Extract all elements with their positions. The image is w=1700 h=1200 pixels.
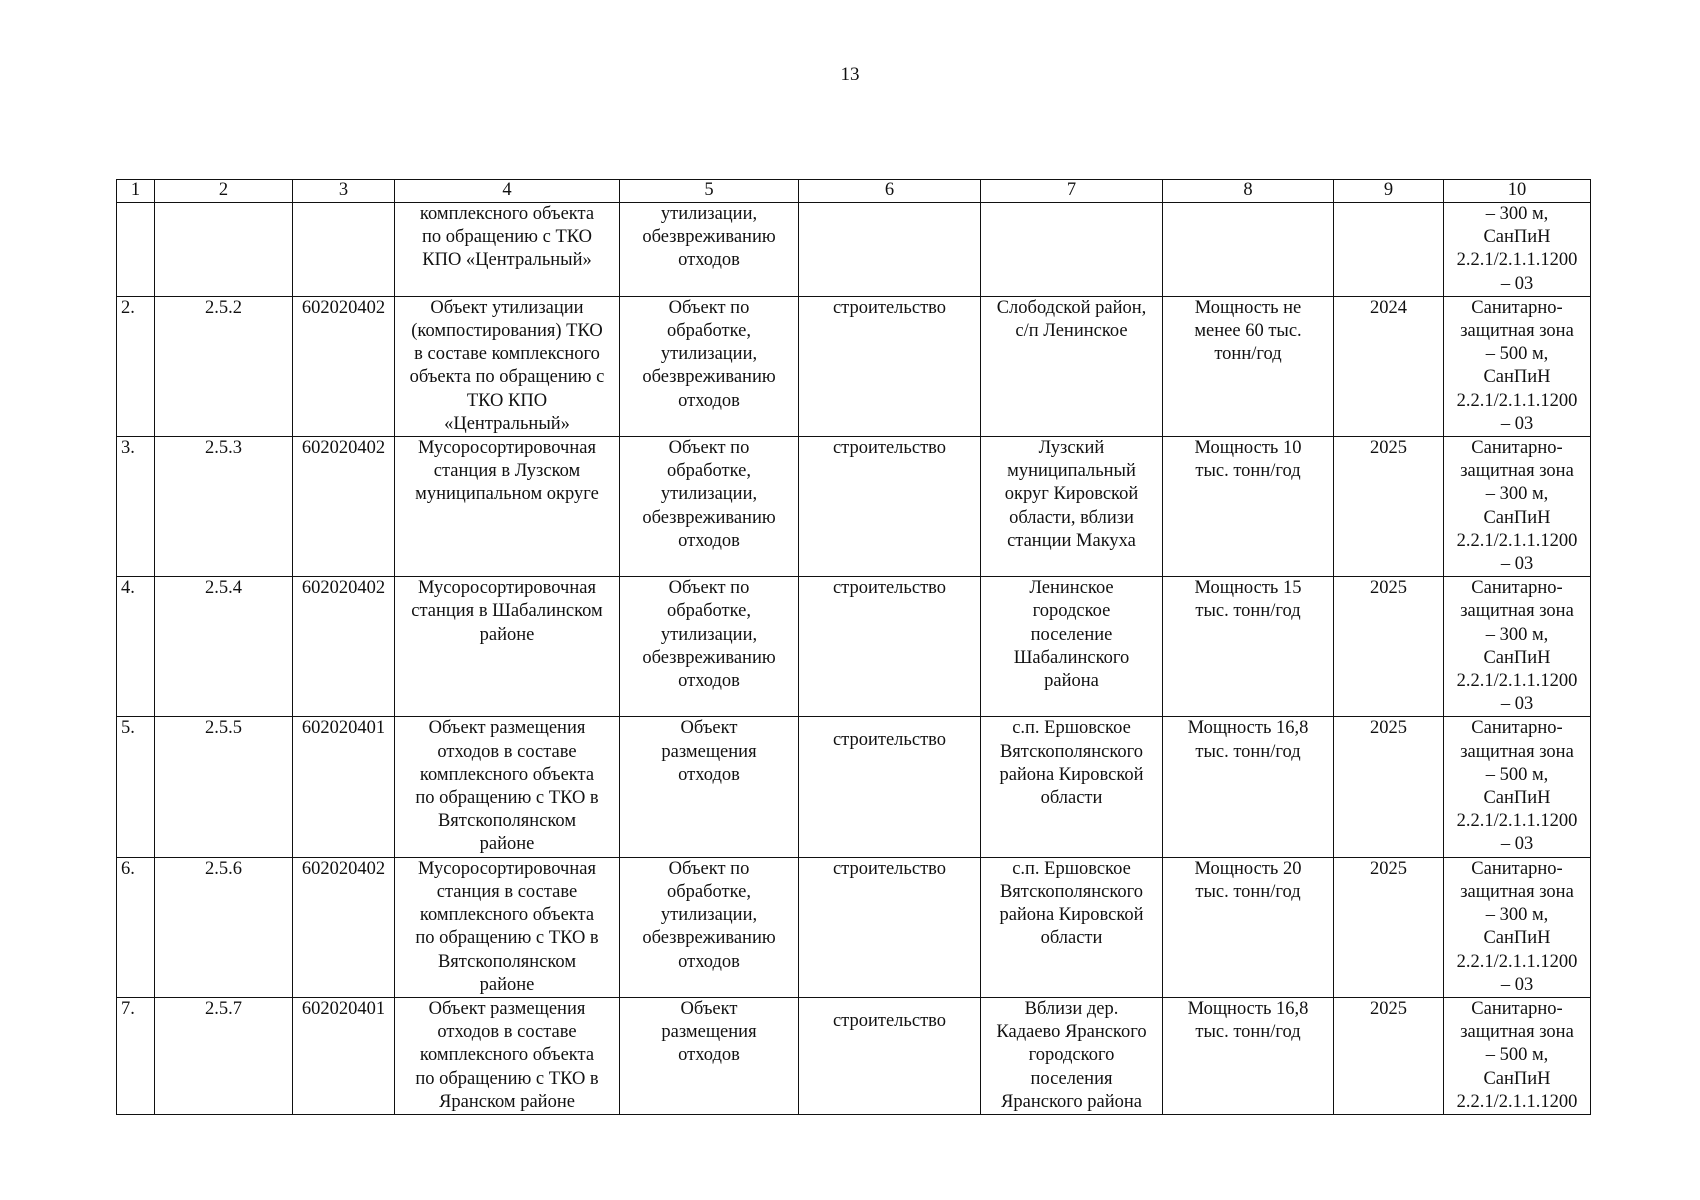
cell-text-line: тыс. тонн/год [1195,741,1301,762]
status-cell: строительство [799,857,981,997]
cell-text-line: Мощность не [1194,297,1302,318]
cell-text-line: СанПиН [1483,227,1551,248]
sanitary-zone-cell [1444,203,1591,297]
cell-text-line: тыс. тонн/год [1195,881,1301,902]
object-type-cell [620,437,799,577]
status-cell: строительство [799,717,981,857]
cell-text-line: защитная зона [1460,1022,1574,1043]
cell-text-line: СанПиН [1483,367,1551,388]
cell-text-line: Ленинское [1029,578,1114,599]
code-cell: 2.5.6 [155,857,293,997]
row-number-cell: 2. [117,296,155,436]
cell-text-line: защитная зона [1460,881,1574,902]
row-number-cell: 6. [117,857,155,997]
cell-text-line: по обращению с ТКО в [415,928,599,949]
cell-text-line: размещения [661,741,757,762]
column-number: 8 [1163,180,1334,203]
column-number: 5 [620,180,799,203]
cell-text-line: обработке, [667,461,751,482]
page-number: 13 [840,64,860,85]
year-cell: 2025 [1334,997,1444,1114]
cell-text-line: Яранском районе [439,1091,575,1112]
location-cell [981,437,1163,577]
sanitary-zone-cell [1444,296,1591,436]
cell-text-line: с/п Ленинское [1015,321,1128,342]
cell-text-line: городского [1028,1045,1115,1066]
sanitary-zone-cell [1444,857,1591,997]
sanitary-zone-cell [1444,577,1591,717]
cell-text-line: обезвреживанию [642,507,776,528]
cell-text-line: 2.2.1/2.1.1.1200 [1456,530,1578,551]
status-cell: строительство [799,437,981,577]
cell-text-line: тыс. тонн/год [1195,461,1301,482]
cell-text-line: Мощность 16,8 [1187,998,1309,1019]
table-row [117,997,1591,1114]
row-number-cell: 7. [117,997,155,1114]
object-name-cell [395,997,620,1114]
table-row [117,717,1591,857]
cell-text-line: области, вблизи [1009,507,1134,528]
cell-text-line: 2.2.1/2.1.1.1200 [1456,951,1578,972]
okpd-cell: 602020402 [293,296,395,436]
okpd-cell: 602020402 [293,437,395,577]
cell-text-line: комплексного объекта [419,905,595,926]
cell-text-line: районе [479,974,535,995]
cell-text-line: «Центральный» [444,413,570,434]
cell-text-line: защитная зона [1460,601,1574,622]
cell-text-line: СанПиН [1483,647,1551,668]
cell-text-line: станция в Лузском [433,461,581,482]
cell-text-line: утилизации, [660,905,758,926]
cell-text-line: размещения [661,1022,757,1043]
okpd-cell: 602020401 [293,717,395,857]
cell-text-line: обезвреживанию [642,928,776,949]
cell-text-line: тонн/год [1214,344,1282,365]
cell-text-line: в составе комплексного [414,344,600,365]
sanitary-zone-cell [1444,717,1591,857]
cell-text-line: Лузский [1038,438,1105,459]
cell-text-line: Яранского района [1001,1091,1142,1112]
cell-text-line: КПО «Центральный» [422,250,592,271]
cell-text-line: Санитарно- [1471,858,1563,879]
code-cell: 2.5.3 [155,437,293,577]
cell-text-line: – 300 м, [1485,204,1549,224]
cell-text-line: 2.2.1/2.1.1.1200 [1456,390,1578,411]
cell-text-line: обработке, [667,881,751,902]
cell-text-line: отходов [678,764,740,785]
cell-text-line: отходов [678,250,740,271]
cell-text-line: обработке, [667,601,751,622]
cell-text-line: защитная зона [1460,741,1574,762]
column-number: 7 [981,180,1163,203]
table-row [117,437,1591,577]
capacity-cell [1163,857,1334,997]
code-cell: 2.5.7 [155,997,293,1114]
cell-text-line: отходов [678,671,740,692]
cell-text-line: районе [479,834,535,855]
capacity-cell [1163,203,1334,297]
cell-text-line: муниципальном округе [415,484,599,505]
cell-text-line: Санитарно- [1471,578,1563,599]
capacity-cell [1163,997,1334,1114]
code-cell: 2.5.4 [155,577,293,717]
cell-text-line: района Кировской [999,905,1144,926]
cell-text-line: обработке, [667,321,751,342]
cell-text-line: станция в составе [436,881,578,902]
cell-text-line: Санитарно- [1471,998,1563,1019]
cell-text-line: с.п. Ершовское [1012,858,1131,879]
cell-text-line: Вятскополянском [437,951,577,972]
cell-text-line: – 03 [1500,554,1534,575]
continuation-row [117,203,1591,297]
object-name-cell [395,437,620,577]
capacity-cell [1163,717,1334,857]
location-cell [981,203,1163,297]
cell-text-line: Мощность 16,8 [1187,718,1309,739]
cell-text-line: Объект размещения [428,718,586,739]
year-cell: 2024 [1334,296,1444,436]
cell-text-line: Мощность 10 [1194,438,1302,459]
okpd-cell: 602020402 [293,577,395,717]
cell-text-line: 2.2.1/2.1.1.1200 [1456,1091,1578,1112]
cell-text-line: – 03 [1500,273,1534,294]
cell-text-line: Санитарно- [1471,438,1563,459]
column-number: 6 [799,180,981,203]
cell-text-line: – 500 м, [1485,1045,1549,1066]
cell-text-line: Объект по [668,297,750,318]
cell-text-line: обезвреживанию [642,367,776,388]
object-name-cell [395,296,620,436]
year-cell: 2025 [1334,437,1444,577]
location-cell [981,997,1163,1114]
cell-text-line: – 03 [1500,413,1534,434]
cell-text-line: – 03 [1500,974,1534,995]
year-cell [1334,203,1444,297]
cell-text-line: утилизации, [660,484,758,505]
cell-text-line: – 300 м, [1485,484,1549,505]
sanitary-zone-cell [1444,997,1591,1114]
cell-text-line: защитная зона [1460,461,1574,482]
code-cell: 2.5.2 [155,296,293,436]
column-number: 10 [1444,180,1591,203]
status-cell: строительство [799,997,981,1114]
object-type-cell [620,717,799,857]
row-number-cell: 3. [117,437,155,577]
cell-text-line: комплексного объекта [419,764,595,785]
cell-text-line: Мусоросортировочная [418,578,596,599]
column-number-row [117,180,1591,203]
cell-text-line: тыс. тонн/год [1195,1022,1301,1043]
table-row [117,296,1591,436]
capacity-cell [1163,577,1334,717]
cell-text-line: отходов [678,1045,740,1066]
cell-text-line: отходов [678,951,740,972]
cell-text-line: – 03 [1500,694,1534,715]
cell-text-line: – 500 м, [1485,344,1549,365]
code-cell [155,203,293,297]
okpd-cell: 602020401 [293,997,395,1114]
cell-text-line: Объект утилизации [430,297,584,318]
cell-text-line: Мощность 15 [1194,578,1302,599]
cell-text-line: области [1040,788,1103,809]
cell-text-line: СанПиН [1483,1068,1551,1089]
cell-text-line: поселение [1030,624,1113,645]
column-number: 3 [293,180,395,203]
cell-text-line: комплексного объекта [419,1045,595,1066]
row-number-cell: 5. [117,717,155,857]
object-name-cell [395,857,620,997]
cell-text-line: городское [1032,601,1111,622]
object-type-cell [620,296,799,436]
cell-text-line: тыс. тонн/год [1195,601,1301,622]
cell-text-line: объекта по обращению с [409,367,605,388]
cell-text-line: защитная зона [1460,321,1574,342]
cell-text-line: Слободской район, [996,297,1147,318]
okpd-cell [293,203,395,297]
object-name-cell [395,203,620,297]
cell-text-line: района Кировской [999,764,1144,785]
cell-text-line: Объект [680,998,738,1019]
cell-text-line: районе [479,624,535,645]
cell-text-line: Мусоросортировочная [418,858,596,879]
cell-text-line: 2.2.1/2.1.1.1200 [1456,250,1578,271]
cell-text-line: 2.2.1/2.1.1.1200 [1456,811,1578,832]
object-type-cell [620,577,799,717]
cell-text-line: обезвреживанию [642,227,776,248]
year-cell: 2025 [1334,577,1444,717]
cell-text-line: отходов в составе [437,1022,577,1043]
cell-text-line: Вятскополянского [999,741,1144,762]
column-number: 4 [395,180,620,203]
year-cell: 2025 [1334,857,1444,997]
cell-text-line: Объект по [668,578,750,599]
cell-text-line: по обращению с ТКО [422,227,592,248]
cell-text-line: – 300 м, [1485,905,1549,926]
cell-text-line: станция в Шабалинском [411,601,603,622]
column-number: 1 [117,180,155,203]
cell-text-line: СанПиН [1483,928,1551,949]
cell-text-line: – 500 м, [1485,764,1549,785]
cell-text-line: ТКО КПО [466,390,548,411]
status-cell: строительство [799,577,981,717]
column-number: 9 [1334,180,1444,203]
cell-text-line: отходов [678,530,740,551]
row-number-cell [117,203,155,297]
cell-text-line: – 300 м, [1485,624,1549,645]
cell-text-line: области [1040,928,1103,949]
cell-text-line: Шабалинского [1013,647,1130,668]
object-type-cell [620,857,799,997]
cell-text-line: Мощность 20 [1194,858,1302,879]
status-cell: строительство [799,296,981,436]
objects-table [116,179,1591,1115]
year-cell: 2025 [1334,717,1444,857]
cell-text-line: округ Кировской [1004,484,1139,505]
cell-text-line: Вятскополянского [999,881,1144,902]
cell-text-line: обезвреживанию [642,647,776,668]
code-cell: 2.5.5 [155,717,293,857]
capacity-cell [1163,296,1334,436]
cell-text-line: Объект [680,718,738,739]
cell-text-line: СанПиН [1483,507,1551,528]
location-cell [981,296,1163,436]
cell-text-line: Вблизи дер. [1024,998,1119,1019]
location-cell [981,577,1163,717]
cell-text-line: комплексного объекта [419,204,595,224]
object-name-cell [395,577,620,717]
object-name-cell [395,717,620,857]
cell-text-line: поселения [1030,1068,1113,1089]
cell-text-line: Объект по [668,438,750,459]
cell-text-line: менее 60 тыс. [1194,321,1302,342]
cell-text-line: СанПиН [1483,788,1551,809]
cell-text-line: по обращению с ТКО в [415,1068,599,1089]
cell-text-line: 2.2.1/2.1.1.1200 [1456,671,1578,692]
table-body [117,296,1591,1114]
object-type-cell [620,203,799,297]
cell-text-line: Объект размещения [428,998,586,1019]
cell-text-line: района [1044,671,1099,692]
row-number-cell: 4. [117,577,155,717]
status-cell [799,203,981,297]
cell-text-line: станции Макуха [1007,530,1136,551]
table-row [117,857,1591,997]
object-type-cell [620,997,799,1114]
cell-text-line: Объект по [668,858,750,879]
cell-text-line: утилизации, [660,624,758,645]
cell-text-line: по обращению с ТКО в [415,788,599,809]
cell-text-line: – 03 [1500,834,1534,855]
cell-text-line: отходов в составе [437,741,577,762]
sanitary-zone-cell [1444,437,1591,577]
cell-text-line: отходов [678,390,740,411]
cell-text-line: муниципальный [1007,461,1136,482]
cell-text-line: Кадаево Яранского [996,1022,1147,1043]
cell-text-line: утилизации, [660,344,758,365]
cell-text-line: утилизации, [660,204,758,224]
cell-text-line: (компостирования) ТКО [411,321,603,342]
location-cell [981,857,1163,997]
capacity-cell [1163,437,1334,577]
column-number: 2 [155,180,293,203]
cell-text-line: Мусоросортировочная [418,438,596,459]
okpd-cell: 602020402 [293,857,395,997]
cell-text-line: с.п. Ершовское [1012,718,1131,739]
cell-text-line: Санитарно- [1471,297,1563,318]
location-cell [981,717,1163,857]
cell-text-line: Вятскополянском [437,811,577,832]
cell-text-line: Санитарно- [1471,718,1563,739]
table-row [117,577,1591,717]
